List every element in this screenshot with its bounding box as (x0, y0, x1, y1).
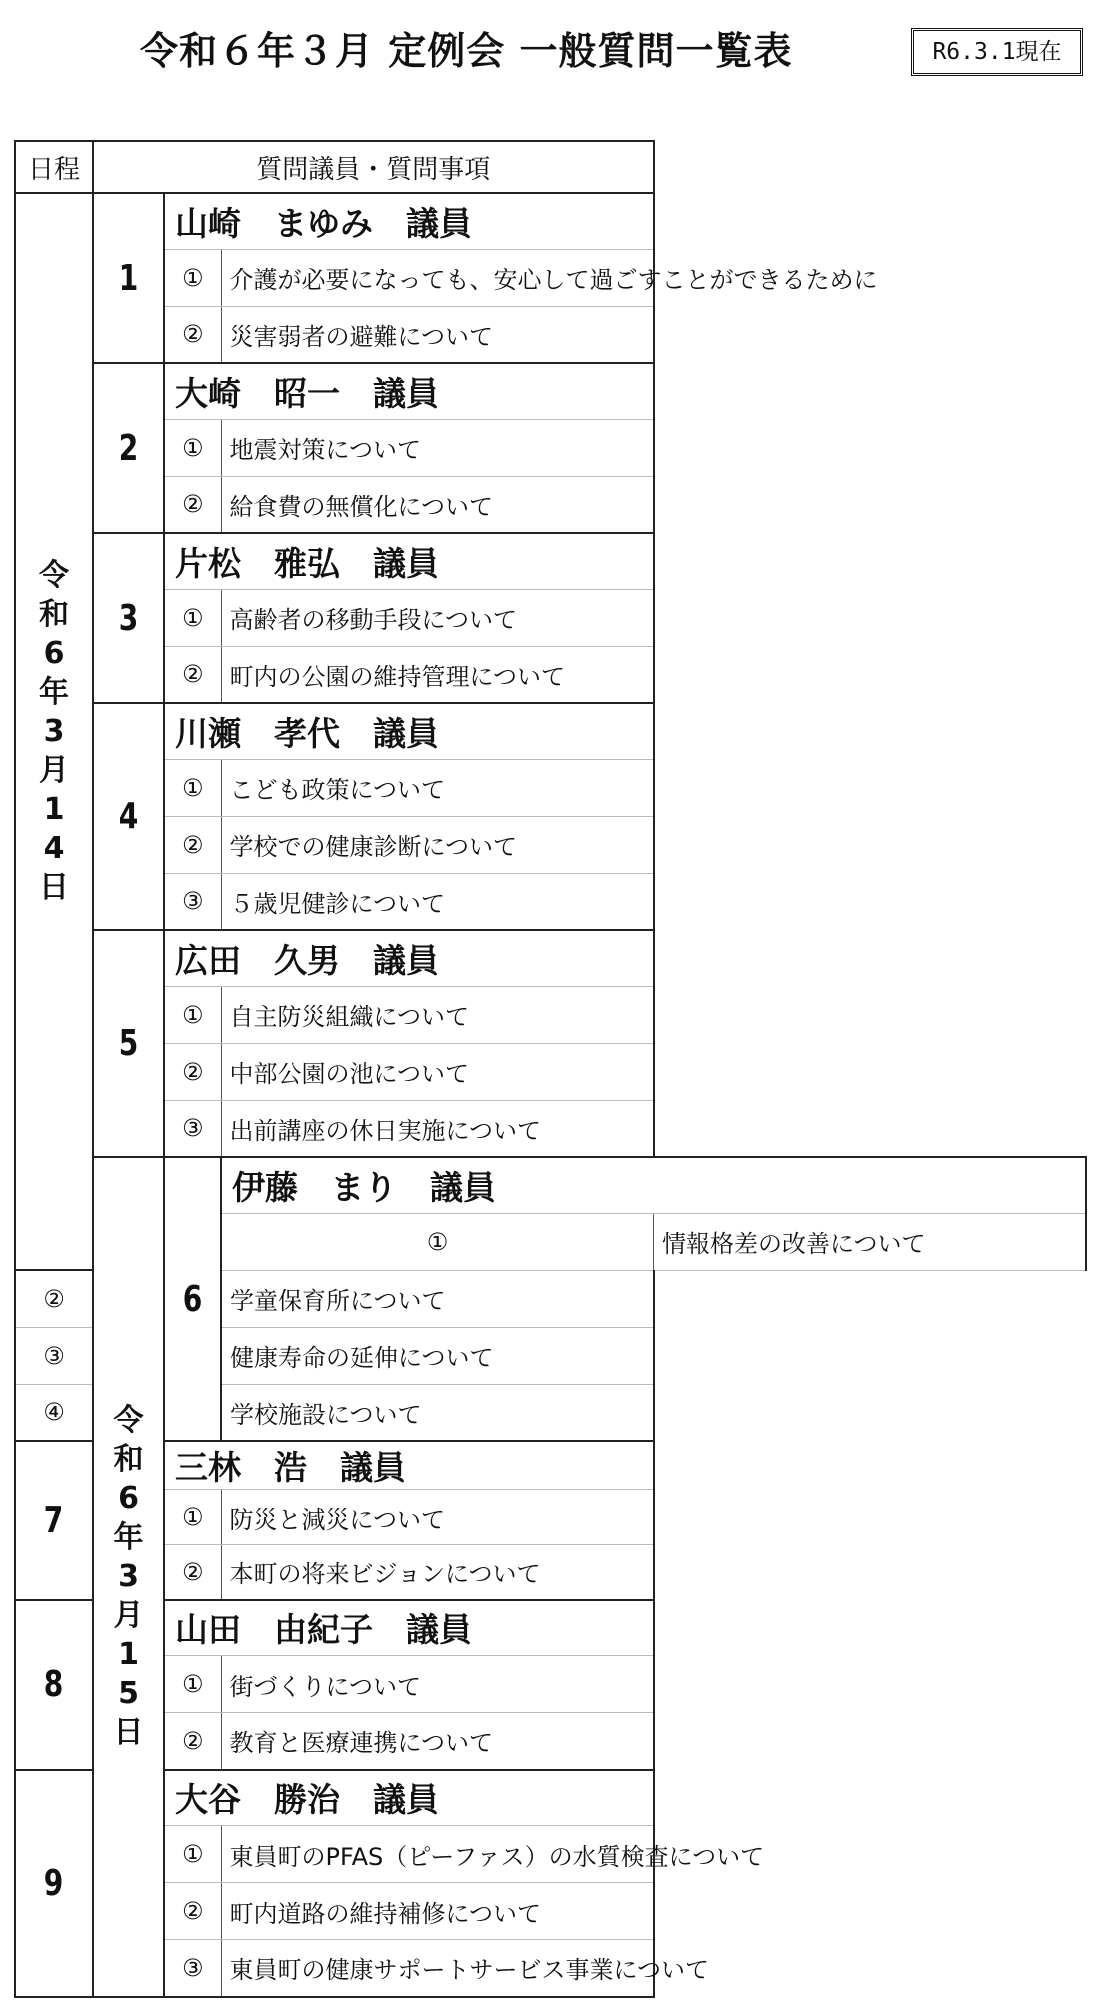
table-row (15, 476, 1086, 533)
topic-number: ② (164, 476, 221, 533)
topic-text: 介護が必要になっても、安心して過ごすことができるために (221, 249, 654, 306)
table-row (15, 1100, 1086, 1157)
topic-number: ② (164, 816, 221, 873)
table-row (15, 703, 1086, 759)
topic-text: 学校施設について (221, 1384, 654, 1441)
topic-text: 東員町の健康サポートサービス事業について (221, 1940, 654, 1997)
topic-number: ③ (15, 1327, 93, 1384)
table-row (15, 1770, 1086, 1826)
questioner-number: 7 (15, 1441, 93, 1600)
topic-number: ② (164, 1043, 221, 1100)
topic-text: 街づくりについて (221, 1656, 654, 1713)
topic-text: こども政策について (221, 759, 654, 816)
questioner-name: 大谷 勝治 議員 (164, 1770, 654, 1826)
table-row (15, 1545, 1086, 1600)
questioner-name: 片松 雅弘 議員 (164, 533, 654, 589)
topic-number: ③ (164, 873, 221, 930)
table-header-row (15, 141, 1086, 193)
topic-number: ④ (15, 1384, 93, 1441)
table-row (15, 1713, 1086, 1770)
column-header-content: 質問議員・質問事項 (93, 141, 654, 193)
table-row (15, 1043, 1086, 1100)
questioner-name: 広田 久男 議員 (164, 930, 654, 986)
table-row (15, 306, 1086, 363)
table-row (15, 1441, 1086, 1490)
questioner-number: 2 (93, 363, 164, 533)
questioner-number: 6 (164, 1157, 221, 1441)
table-row (15, 249, 1086, 306)
topic-text: 学童保育所について (221, 1270, 654, 1327)
table-row (15, 1656, 1086, 1713)
topic-text: 健康寿命の延伸について (221, 1327, 654, 1384)
topic-number: ① (221, 1213, 654, 1270)
topic-text: 中部公園の池について (221, 1043, 654, 1100)
questioner-name: 伊藤 まり 議員 (221, 1157, 1086, 1213)
topic-text: 自主防災組織について (221, 986, 654, 1043)
table-row (15, 1940, 1086, 1997)
topic-number: ① (164, 249, 221, 306)
question-schedule-table (14, 140, 1087, 1998)
page-title: 令和６年３月 定例会 一般質問一覧表 (140, 29, 793, 73)
questioner-name: 山田 由紀子 議員 (164, 1600, 654, 1656)
table-row (15, 1157, 1086, 1213)
day-label: 令和6年3月14日 (39, 558, 69, 905)
questioner-number: 9 (15, 1770, 93, 1997)
table-row (15, 873, 1086, 930)
topic-text: 町内道路の維持補修について (221, 1883, 654, 1940)
table-row (15, 363, 1086, 419)
table-row (15, 533, 1086, 589)
questioner-number: 8 (15, 1600, 93, 1770)
topic-text: 教育と医療連携について (221, 1713, 654, 1770)
topic-text: 給食費の無償化について (221, 476, 654, 533)
topic-text: 東員町のPFAS（ピーファス）の水質検査について (221, 1826, 654, 1883)
topic-number: ① (164, 419, 221, 476)
topic-number: ① (164, 1826, 221, 1883)
topic-number: ① (164, 759, 221, 816)
topic-text: 町内の公園の維持管理について (221, 646, 654, 703)
table-row (15, 1883, 1086, 1940)
topic-text: 高齢者の移動手段について (221, 589, 654, 646)
table-row (15, 759, 1086, 816)
questioner-name: 三林 浩 議員 (164, 1441, 654, 1490)
table-row (15, 1490, 1086, 1545)
table-row (15, 193, 1086, 249)
topic-number: ② (164, 1883, 221, 1940)
document-header (0, 22, 1095, 80)
table-row (15, 646, 1086, 703)
topic-text: 学校での健康診断について (221, 816, 654, 873)
topic-number: ② (164, 646, 221, 703)
table-row (15, 1600, 1086, 1656)
questioner-number: 3 (93, 533, 164, 703)
questioner-name: 大崎 昭一 議員 (164, 363, 654, 419)
topic-text: 情報格差の改善について (654, 1213, 1087, 1270)
topic-text: ５歳児健診について (221, 873, 654, 930)
day-cell-1 (15, 193, 93, 1270)
topic-number: ② (15, 1270, 93, 1327)
topic-number: ① (164, 1656, 221, 1713)
topic-number: ① (164, 986, 221, 1043)
table-row (15, 1826, 1086, 1883)
topic-text: 出前講座の休日実施について (221, 1100, 654, 1157)
topic-text: 災害弱者の避難について (221, 306, 654, 363)
topic-number: ③ (164, 1100, 221, 1157)
topic-text: 本町の将来ビジョンについて (221, 1545, 654, 1600)
topic-text: 防災と減災について (221, 1490, 654, 1545)
questioner-name: 山崎 まゆみ 議員 (164, 193, 654, 249)
as-of-date-badge: R6.3.1現在 (911, 28, 1083, 76)
topic-number: ① (164, 1490, 221, 1545)
topic-number: ① (164, 589, 221, 646)
topic-number: ② (164, 1713, 221, 1770)
topic-text: 地震対策について (221, 419, 654, 476)
questioner-number: 4 (93, 703, 164, 930)
questioner-name: 川瀬 孝代 議員 (164, 703, 654, 759)
table-row (15, 589, 1086, 646)
questioner-number: 1 (93, 193, 164, 363)
table-row (15, 419, 1086, 476)
column-header-day: 日程 (15, 141, 93, 193)
table-row (15, 930, 1086, 986)
table-row (15, 986, 1086, 1043)
topic-number: ② (164, 1545, 221, 1600)
day-label: 令和6年3月15日 (113, 1403, 144, 1751)
topic-number: ③ (164, 1940, 221, 1997)
day-cell-2 (93, 1157, 164, 1997)
table-row (15, 816, 1086, 873)
topic-number: ② (164, 306, 221, 363)
questioner-number: 5 (93, 930, 164, 1157)
